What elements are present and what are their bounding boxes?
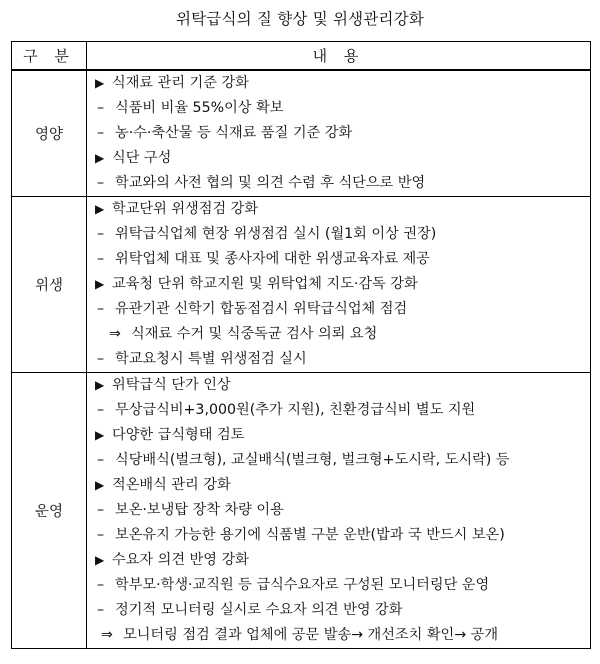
category-nutrition: 영양 <box>12 70 87 197</box>
dash-bullet-icon: – <box>97 452 105 468</box>
dash-bullet-icon: – <box>97 100 105 116</box>
dash-bullet-icon: – <box>97 577 105 593</box>
content-nutrition <box>87 70 591 197</box>
triangle-bullet-icon: ▶ <box>95 378 105 392</box>
triangle-bullet-icon: ▶ <box>95 478 105 492</box>
list-item: – 유관기관 신학기 합동점검시 위탁급식업체 점검 <box>87 297 590 322</box>
header-content: 내 용 <box>87 42 591 71</box>
table-row-operation <box>12 373 591 649</box>
dash-bullet-icon: – <box>97 527 105 543</box>
list-item: ▶ 식재료 관리 기준 강화 <box>87 71 590 96</box>
list-item: – 농·수·축산물 등 식재료 품질 기준 강화 <box>87 121 590 146</box>
dash-bullet-icon: – <box>97 301 105 317</box>
content-hygiene <box>87 197 591 373</box>
list-item: ⇒ 식재료 수거 및 식중독균 검사 의뢰 요청 <box>87 322 590 347</box>
dash-bullet-icon: – <box>97 602 105 618</box>
list-item: – 위탁급식업체 현장 위생점검 실시 (월1회 이상 권장) <box>87 222 590 247</box>
triangle-bullet-icon: ▶ <box>95 277 105 291</box>
dash-bullet-icon: – <box>97 175 105 191</box>
list-item: – 학부모·학생·교직원 등 급식수요자로 구성된 모니터링단 운영 <box>87 573 590 598</box>
list-item: – 무상급식비+3,000원(추가 지원), 친환경급식비 별도 지원 <box>87 398 590 423</box>
triangle-bullet-icon: ▶ <box>95 553 105 567</box>
triangle-bullet-icon: ▶ <box>95 151 105 165</box>
triangle-bullet-icon: ▶ <box>95 202 105 216</box>
dash-bullet-icon: – <box>97 351 105 367</box>
document-title: 위탁급식의 질 향상 및 위생관리강화 <box>175 10 425 28</box>
table-header-row <box>12 42 591 71</box>
list-item: – 식당배식(벌크형), 교실배식(벌크형, 벌크형+도시락, 도시락) 등 <box>87 448 590 473</box>
triangle-bullet-icon: ▶ <box>95 428 105 442</box>
list-item: – 위탁업체 대표 및 종사자에 대한 위생교육자료 제공 <box>87 247 590 272</box>
list-item: ⇒ 모니터링 점검 결과 업체에 공문 발송→ 개선조치 확인→ 공개 <box>87 623 590 648</box>
list-item: – 정기적 모니터링 실시로 수요자 의견 반영 강화 <box>87 598 590 623</box>
policy-table <box>11 41 591 649</box>
header-category: 구 분 <box>12 42 87 71</box>
category-operation: 운영 <box>12 373 87 649</box>
list-item: – 보온·보냉탑 장착 차량 이용 <box>87 498 590 523</box>
list-item: ▶ 학교단위 위생점검 강화 <box>87 197 590 222</box>
list-item: ▶ 적온배식 관리 강화 <box>87 473 590 498</box>
double-arrow-icon: ⇒ <box>109 326 121 342</box>
double-arrow-icon: ⇒ <box>101 627 113 643</box>
content-operation <box>87 373 591 649</box>
list-item: ▶ 교육청 단위 학교지원 및 위탁업체 지도·감독 강화 <box>87 272 590 297</box>
table-row-nutrition <box>12 70 591 197</box>
list-item: – 학교요청시 특별 위생점검 실시 <box>87 347 590 372</box>
dash-bullet-icon: – <box>97 251 105 267</box>
list-item: ▶ 식단 구성 <box>87 146 590 171</box>
dash-bullet-icon: – <box>97 502 105 518</box>
list-item: ▶ 수요자 의견 반영 강화 <box>87 548 590 573</box>
dash-bullet-icon: – <box>97 125 105 141</box>
triangle-bullet-icon: ▶ <box>95 76 105 90</box>
dash-bullet-icon: – <box>97 226 105 242</box>
table-row-hygiene <box>12 197 591 373</box>
dash-bullet-icon: – <box>97 402 105 418</box>
list-item: – 식품비 비율 55%이상 확보 <box>87 96 590 121</box>
list-item: ▶ 다양한 급식형태 검토 <box>87 423 590 448</box>
list-item: – 보온유지 가능한 용기에 식품별 구분 운반(밥과 국 반드시 보온) <box>87 523 590 548</box>
category-hygiene: 위생 <box>12 197 87 373</box>
list-item: – 학교와의 사전 협의 및 의견 수렴 후 식단으로 반영 <box>87 171 590 196</box>
list-item: ▶ 위탁급식 단가 인상 <box>87 373 590 398</box>
